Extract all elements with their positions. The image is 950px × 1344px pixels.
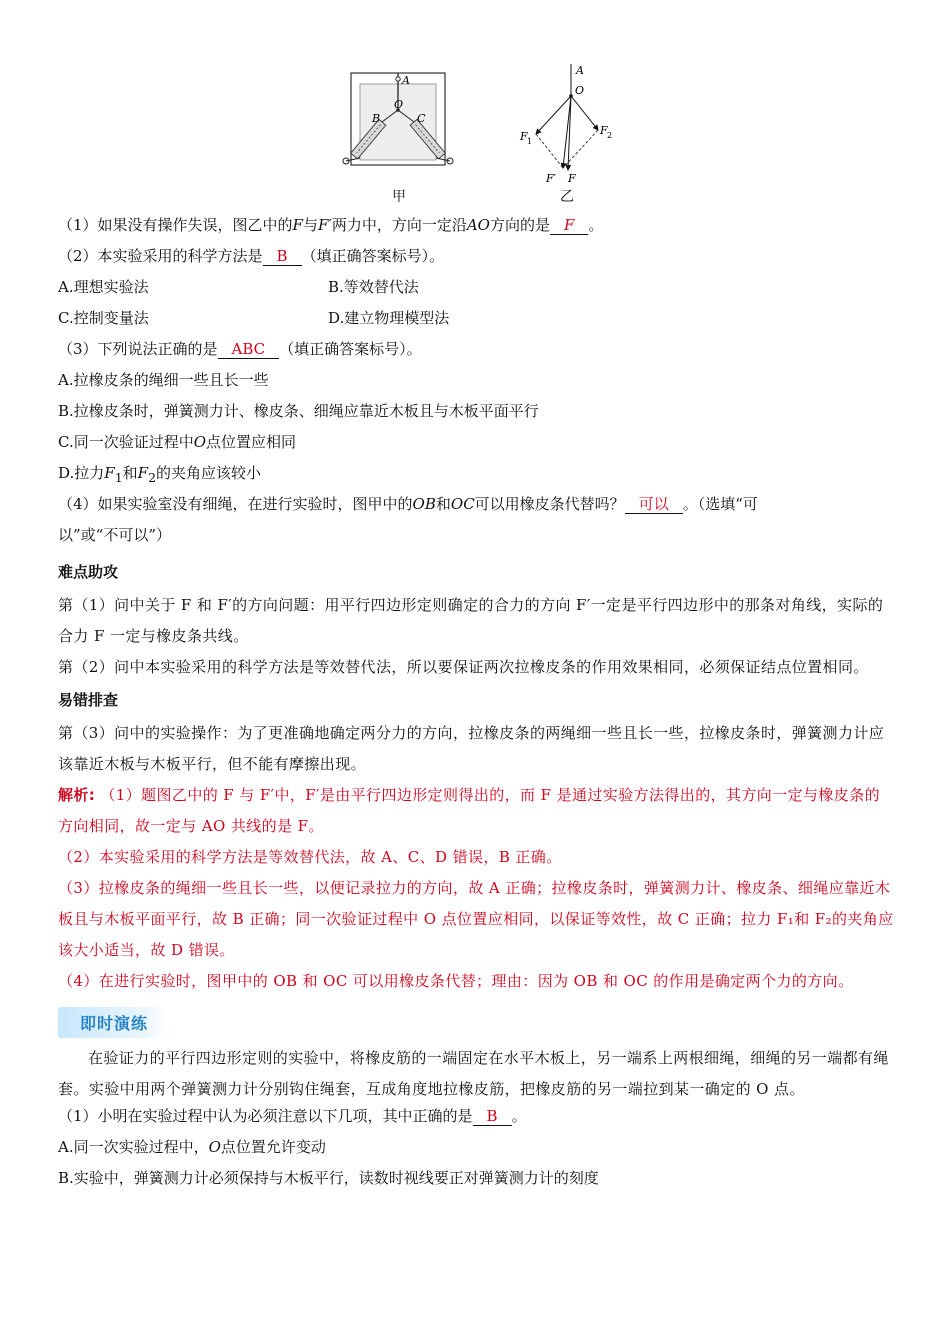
practice-question-1: （1）小明在实验过程中认为必须注意以下几项，其中正确的是 B 。: [58, 1107, 527, 1125]
q3-option-a: A.拉橡皮条的绳细一些且长一些: [58, 371, 269, 389]
label-F2: F: [600, 124, 608, 137]
practice-option-b: B.实验中，弹簧测力计必须保持与木板平行，读数时视线要正对弹簧测力计的刻度: [58, 1169, 599, 1187]
question-4-line2: 以”或“不可以”）: [58, 526, 172, 544]
question-4: （4）如果实验室没有细绳，在进行实验时，图甲中的OB和OC可以用橡皮条代替吗？ 可以 。（选填“可: [58, 495, 758, 513]
difficulty-p1: 第（1）问中关于 F 和 F′的方向问题：用平行四边形定则确定的合力的方向 F′一定是平行四边形中的那条对角线，实际的合力 F 一定与橡皮条共线。: [58, 596, 884, 645]
option-d: D.建立物理模型法: [328, 309, 450, 327]
label-Fprime: F′: [546, 172, 557, 185]
question-2: （2）本实验采用的科学方法是 B （填正确答案标号）。: [58, 247, 445, 265]
difficulty-p2: 第（2）问中本实验采用的科学方法是等效替代法，所以要保证两次拉橡皮条的作用效果相同，必须保证结点位置相同。: [58, 658, 869, 676]
answer-blank-2: B: [263, 247, 302, 266]
figure-area: [58, 58, 894, 208]
label-O-yi: O: [575, 84, 585, 97]
answer-blank-3: ABC: [218, 340, 280, 359]
answer-blank-4: 可以: [625, 495, 683, 514]
question-1: （1）如果没有操作失误，图乙中的F与F′两力中，方向一定沿AO方向的是 F 。: [58, 216, 604, 234]
question-3: （3）下列说法正确的是 ABC （填正确答案标号）。: [58, 340, 422, 358]
q3-option-d: D.拉力$F_1$和$F_2$的夹角应该较小: [58, 464, 262, 485]
label-A: A: [402, 74, 410, 87]
label-F: F: [568, 172, 576, 185]
mistakes-heading: 易错排查: [58, 691, 119, 709]
label-C: C: [417, 112, 426, 125]
q3-option-b: B.拉橡皮条时，弹簧测力计、橡皮条、细绳应靠近木板且与木板平面平行: [58, 402, 539, 420]
question-2-options-row1: [58, 276, 894, 307]
label-F2-sub: 2: [607, 131, 613, 140]
practice-option-a: A.同一次实验过程中，O点位置允许变动: [58, 1138, 326, 1156]
q3-option-c: C.同一次验证过程中O点位置应相同: [58, 433, 297, 451]
mistakes-p1: 第（3）问中的实验操作：为了更准确地确定两分力的方向，拉橡皮条的两绳细一些且长一些，拉橡皮条时，弹簧测力计应该靠近木板与木板平行，但不能有摩擦出现。: [58, 724, 885, 773]
label-F1-sub: 1: [527, 137, 533, 146]
figure-yi-force-diagram: [516, 60, 626, 190]
difficulty-heading: 难点助攻: [58, 563, 119, 581]
caption-yi: 乙: [560, 189, 574, 205]
analysis-p2: （2）本实验采用的科学方法是等效替代法，故 A、C、D 错误，B 正确。: [58, 848, 562, 866]
content: [58, 214, 894, 1198]
option-a: A.理想实验法: [58, 278, 149, 296]
practice-answer-blank-1: B: [473, 1107, 512, 1126]
practice-intro: 在验证力的平行四边形定则的实验中，将橡皮筋的一端固定在水平木板上，另一端系上两根细绳，细绳的另一端都有绳套。实验中用两个弹簧测力计分别钩住绳套，互成角度地拉橡皮筋，把橡皮筋的另一端拉到某一确定的 O 点。: [58, 1049, 889, 1098]
analysis-p4: （4）在进行实验时，图甲中的 OB 和 OC 可以用橡皮条代替；理由：因为 OB 和 OC 的作用是确定两个力的方向。: [58, 972, 854, 990]
practice-banner: 即时演练: [58, 1007, 166, 1037]
caption-jia: 甲: [392, 189, 406, 205]
label-A-yi: A: [576, 64, 584, 77]
option-c: C.控制变量法: [58, 309, 149, 327]
label-O: O: [394, 98, 404, 111]
label-F1: F: [520, 130, 528, 143]
figure-jia-apparatus: [338, 70, 458, 190]
label-B: B: [372, 112, 381, 125]
analysis-p3: （3）拉橡皮条的绳细一些且长一些，以便记录拉力的方向，故 A 正确；拉橡皮条时，弹簧测力计、橡皮条、细绳应靠近木板且与木板平面平行，故 B 正确；同一次验证过程中 O 点位置应相同，以保证等效性，故 C 正确；拉力 F₁和 F₂的夹角应该大小适当，故 D 错误。: [58, 879, 894, 959]
question-2-options-row2: [58, 307, 894, 338]
answer-blank-1: F: [550, 216, 588, 235]
option-b: B.等效替代法: [328, 278, 419, 296]
analysis-label: 解析:: [58, 786, 96, 804]
analysis-p1: 解析: （1）题图乙中的 F 与 F′中，F′是由平行四边形定则得出的，而 F 是通过实验方法得出的，其方向一定与橡皮条的方向相同，故一定与 AO 共线的是 F。: [58, 786, 881, 835]
